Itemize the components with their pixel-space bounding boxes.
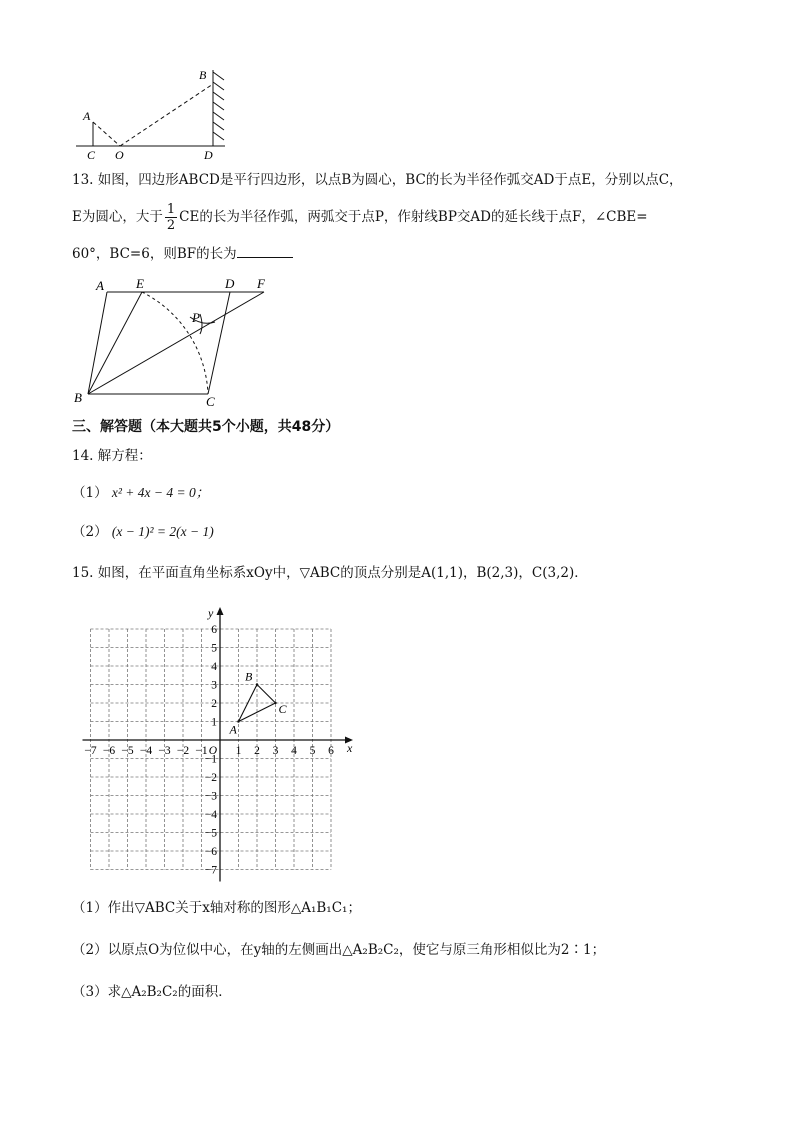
point-label-C: C (278, 702, 287, 716)
q14-part2-label: （2） (72, 524, 108, 540)
q14-part2 (72, 522, 214, 542)
y-axis-arrow (217, 607, 224, 615)
y-tick-label: 4 (211, 661, 217, 673)
x-tick-label: 4 (291, 745, 297, 757)
q13-text-line3: 60°，BC=6，则BF的长为 (72, 246, 237, 262)
q13-line2 (72, 200, 648, 234)
point-B (256, 683, 258, 685)
q14-part1 (72, 483, 209, 503)
q13-label-P: P (192, 310, 200, 325)
q13-label-C: C (206, 394, 215, 409)
q15-part3: （3）求△A₂B₂C₂的面积． (72, 984, 232, 1000)
q13-fraction-denominator: 2 (166, 217, 176, 233)
q14-number: 14. (72, 448, 94, 464)
x-tick-label: −7 (84, 745, 97, 757)
q15-part2: （2）以原点O为位似中心，在y轴的左侧画出△A₂B₂C₂，使它与原三角形相似比为2∶1； (72, 942, 606, 958)
q15-text: 如图，在平面直角坐标系xOy中，▽ABC的顶点分别是A(1,1)，B(2,3)，C(3,2)． (97, 565, 588, 581)
y-tick-label: −6 (204, 846, 217, 858)
x-tick-label: −5 (121, 745, 134, 757)
coordinate-grid-chart (60, 595, 360, 885)
x-tick-label: 3 (272, 745, 279, 757)
x-tick-label: 5 (309, 745, 316, 757)
q13-label-E: E (136, 276, 144, 291)
y-tick-label: 3 (211, 679, 217, 692)
y-axis-label: y (208, 606, 214, 620)
q13-label-A: A (96, 278, 104, 293)
q14-part1-label: （1） (72, 485, 108, 501)
q13-label-D: D (225, 276, 235, 291)
fig12-label-B: B (199, 68, 207, 82)
x-axis-label: x (347, 741, 353, 755)
point-C (274, 702, 276, 704)
figure-parallelogram (70, 272, 280, 410)
point-label-A: A (229, 722, 237, 737)
q13-text-line2-before: E为圆心，大于 (72, 209, 163, 225)
y-tick-label: −5 (204, 827, 217, 840)
y-tick-label: 6 (211, 624, 217, 636)
q14-part1-equation: x² + 4x − 4 = 0； (111, 485, 210, 500)
y-tick-label: −4 (204, 809, 217, 821)
q13-answer-blank (237, 243, 293, 258)
q13-label-F: F (257, 276, 265, 291)
q13-fraction-numerator: 1 (166, 201, 176, 217)
x-tick-label: O (208, 745, 217, 757)
y-tick-label: 5 (211, 642, 217, 655)
x-tick-label: 6 (328, 745, 334, 757)
x-tick-label: −3 (158, 745, 171, 757)
figure-mirror-reflection (70, 64, 240, 164)
q14-title-line (72, 446, 152, 466)
section-3-title: 三、解答题（本大题共5个小题，共48分） (72, 419, 340, 435)
fig12-label-C: C (87, 148, 96, 162)
fig12-label-O: O (115, 148, 124, 162)
q15-part1: （1）作出▽ABC关于x轴对称的图形△A₁B₁C₁； (72, 900, 361, 916)
point-label-B: B (245, 669, 253, 684)
q14-title: 解方程： (97, 448, 152, 464)
x-tick-label: −2 (176, 745, 190, 757)
fig12-label-A: A (83, 109, 91, 123)
q13-fraction (165, 202, 177, 233)
y-tick-label: −7 (204, 864, 217, 877)
x-tick-label: 1 (235, 745, 242, 757)
q14-part2-equation: (x − 1)² = 2(x − 1) (111, 524, 214, 539)
q15-number: 15. (72, 565, 94, 581)
y-tick-label: −2 (204, 772, 217, 784)
q13-label-B: B (74, 390, 82, 405)
fig12-label-D: D (204, 148, 213, 162)
y-tick-label: 2 (211, 698, 217, 710)
x-tick-label: −1 (195, 745, 208, 757)
q15-text-line (72, 563, 588, 583)
x-tick-label: −4 (139, 745, 153, 757)
q13-line1 (72, 170, 683, 190)
q13-number: 13. (72, 172, 94, 188)
x-tick-label: 2 (254, 745, 260, 757)
y-tick-label: −3 (204, 790, 217, 803)
x-tick-label: −6 (102, 745, 116, 757)
q13-text-line2-after: CE的长为半径作弧，两弧交于点P，作射线BP交AD的延长线于点F，∠CBE= (179, 209, 648, 225)
q13-line3 (72, 243, 293, 264)
y-tick-label: −1 (204, 753, 217, 766)
y-tick-label: 1 (211, 716, 217, 729)
q13-text-line1: 如图，四边形ABCD是平行四边形，以点B为圆心，BC的长为半径作弧交AD于点E，分别以点C， (97, 172, 683, 188)
point-A (237, 720, 239, 722)
